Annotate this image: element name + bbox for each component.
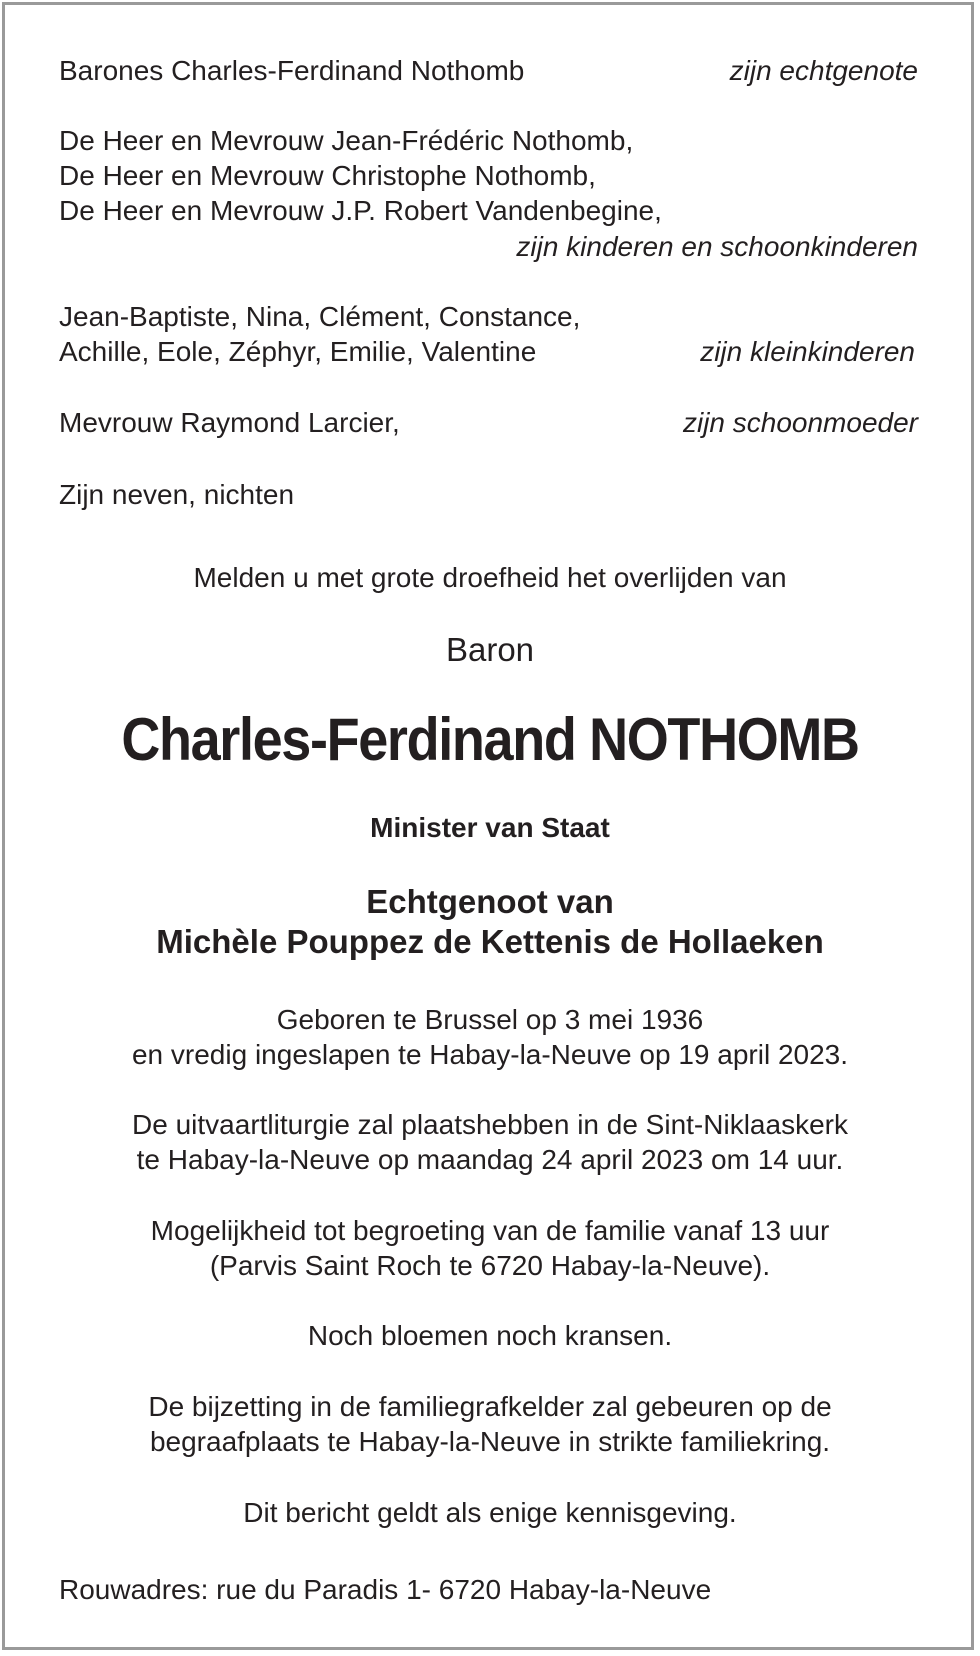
deceased-function: Minister van Staat [370,812,610,843]
burial-line-2: begraafplaats te Habay-la-Neuve in strikte familiekring. [149,1426,831,1457]
spouse-intro: Echtgenoot van [366,883,614,920]
family-spouse-relation: zijn echtgenote [729,55,918,86]
family-child-name: De Heer en Mevrouw J.P. Robert Vandenbegine, [59,195,662,226]
spouse-name: Michèle Pouppez de Kettenis de Hollaeken [156,923,824,960]
family-spouse-name: Barones Charles-Ferdinand Nothomb [59,55,525,86]
family-mother-in-law-name: Mevrouw Raymond Larcier, [59,407,400,438]
announcement-text: Melden u met grote droefheid het overlijden van [193,562,787,593]
deceased-title: Baron [445,631,535,668]
funeral-line-1: De uitvaartliturgie zal plaatshebben in de Sint-Niklaaskerk [132,1109,848,1140]
family-child-name: De Heer en Mevrouw Jean-Frédéric Nothomb, [59,125,634,156]
family-cousins: Zijn neven, nichten [59,479,295,510]
family-grandchildren-names: Achille, Eole, Zéphyr, Emilie, Valentine [59,336,537,367]
birth-line: Geboren te Brussel op 3 mei 1936 [276,1004,704,1035]
flowers-line: Noch bloemen noch kransen. [307,1320,673,1351]
family-children-relation: zijn kinderen en schoonkinderen [516,231,918,262]
family-mother-in-law-relation: zijn schoonmoeder [682,407,918,438]
family-child-name: De Heer en Mevrouw Christophe Nothomb, [59,160,596,191]
deceased-name: Charles-Ferdinand NOTHOMB [121,706,859,773]
family-grandchildren-relation: zijn kleinkinderen [700,336,915,367]
notice-line: Dit bericht geldt als enige kennisgeving. [243,1497,737,1528]
family-grandchildren-names: Jean-Baptiste, Nina, Clément, Constance, [59,301,581,332]
mourning-address: Rouwadres: rue du Paradis 1- 6720 Habay-la-Neuve [59,1574,712,1605]
burial-line-1: De bijzetting in de familiegrafkelder zal gebeuren op de [148,1391,832,1422]
condolence-line-2: (Parvis Saint Roch te 6720 Habay-la-Neuve). [209,1250,771,1281]
condolence-line-1: Mogelijkheid tot begroeting van de familie vanaf 13 uur [150,1215,830,1246]
death-line: en vredig ingeslapen te Habay-la-Neuve op 19 april 2023. [131,1039,849,1070]
funeral-line-2: te Habay-la-Neuve op maandag 24 april 2023 om 14 uur. [136,1144,844,1175]
